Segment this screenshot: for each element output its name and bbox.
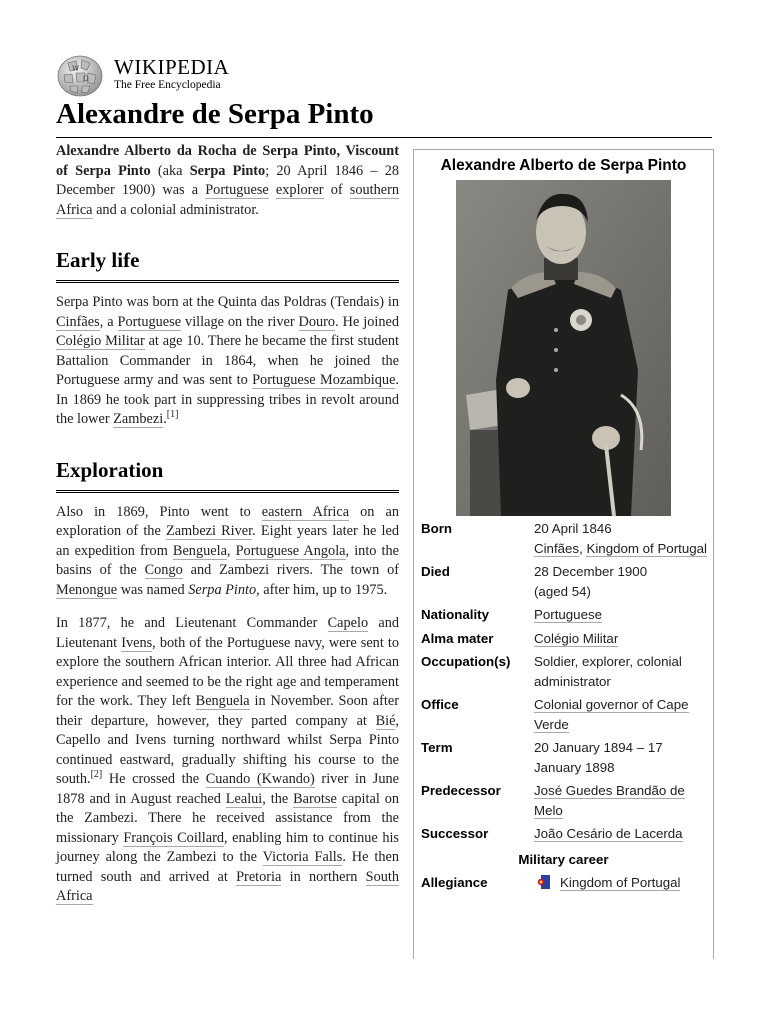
link-portuguese-2[interactable]: Portuguese bbox=[117, 313, 182, 330]
text-span: , bbox=[579, 540, 587, 556]
text-span: was named bbox=[117, 581, 189, 598]
text-span: of bbox=[323, 182, 350, 198]
link-born-cinfaes[interactable]: Cinfães bbox=[534, 540, 580, 556]
infobox-section-military-career: Military career bbox=[518, 851, 609, 867]
text-span: , the bbox=[262, 790, 294, 807]
link-portuguese-angola[interactable]: Portuguese Angola bbox=[235, 542, 346, 559]
link-portuguese-mozambique[interactable]: Portuguese Mozambique bbox=[252, 372, 396, 388]
lead-bold-name: Alexandre Alberto da Rocha de Serpa Pinto, Viscount of Serpa Pinto bbox=[56, 143, 399, 179]
link-predecessor[interactable]: José Guedes Brandão de Melo bbox=[534, 783, 685, 818]
link-victoria-falls[interactable]: Victoria Falls bbox=[262, 849, 343, 865]
early-life-paragraph bbox=[56, 293, 399, 430]
text-span: and Lieutenant bbox=[56, 615, 399, 651]
text-span: , a bbox=[99, 313, 118, 330]
infobox-caption: Alexandre Alberto de Serpa Pinto bbox=[440, 157, 687, 174]
text-span: capital on the Zambezi. There he received assistance from the missionary bbox=[56, 790, 399, 846]
link-south-africa[interactable]: South Africa bbox=[56, 868, 399, 904]
text-span: . He joined bbox=[335, 313, 399, 330]
wikipedia-tagline: The Free Encyclopedia bbox=[114, 79, 221, 91]
link-barotse[interactable]: Barotse bbox=[293, 790, 337, 807]
infobox-value bbox=[534, 695, 707, 734]
text-span: , Capello and Ivens turning northward whilst Serpa Pinto continued eastward, gradually shifting his course to the south. bbox=[56, 712, 399, 787]
text-span: Also in 1869, Pinto went to bbox=[56, 503, 262, 520]
link-francois-coillard[interactable]: François Coillard bbox=[123, 829, 225, 846]
portugal-flag-icon bbox=[534, 875, 550, 889]
link-nationality-portuguese[interactable]: Portuguese bbox=[534, 607, 603, 622]
link-zambezi[interactable]: Zambezi bbox=[113, 411, 164, 427]
infobox-value bbox=[534, 824, 707, 844]
died-age: (aged 54) bbox=[534, 583, 591, 599]
text-span: Serpa Pinto was born at the Quinta das Poldras (Tendais) in bbox=[56, 294, 399, 310]
portrait-image[interactable] bbox=[456, 180, 671, 516]
exploration-paragraph-2 bbox=[56, 614, 399, 907]
link-alma-mater[interactable]: Colégio Militar bbox=[534, 630, 619, 646]
exploration-paragraph-1 bbox=[56, 503, 399, 601]
link-colegio-militar[interactable]: Colégio Militar bbox=[56, 333, 145, 349]
article-body bbox=[56, 142, 399, 921]
text-span: . bbox=[163, 411, 167, 427]
link-allegiance-kingdom-of-portugal[interactable]: Kingdom of Portugal bbox=[560, 875, 681, 890]
infobox-label: Occupation(s) bbox=[421, 654, 511, 669]
text-span: at age 10. There he became the first student Battalion Commander in 1864, when he joined the Portuguese army and was sent to bbox=[56, 333, 399, 388]
link-douro[interactable]: Douro bbox=[298, 313, 336, 330]
infobox-value bbox=[534, 873, 707, 893]
wikipedia-globe-logo-icon[interactable] bbox=[56, 55, 104, 97]
infobox-row-term bbox=[414, 738, 713, 777]
text-span: village on the river bbox=[181, 313, 299, 330]
born-date: 20 April 1846 bbox=[534, 521, 612, 536]
infobox-rows bbox=[414, 519, 713, 897]
infobox-value: Soldier, explorer, colonial administrator bbox=[534, 654, 682, 689]
link-ivens[interactable]: Ivens bbox=[121, 634, 153, 651]
link-southern-africa[interactable]: southern Africa bbox=[56, 182, 399, 218]
title-divider bbox=[56, 137, 712, 138]
text-span: in northern bbox=[281, 868, 366, 885]
infobox-row-nationality bbox=[414, 605, 713, 625]
reference-1[interactable]: [1] bbox=[166, 409, 179, 421]
link-cuando-kwando[interactable]: Cuando (Kwando) bbox=[205, 771, 315, 787]
infobox-value bbox=[534, 781, 707, 820]
wikipedia-wordmark: WIKIPEDIA bbox=[114, 55, 230, 79]
lead-aka-name: Serpa Pinto bbox=[189, 162, 266, 179]
text-span: . Eight years later he led an expedition from bbox=[56, 523, 399, 559]
text-span: ; 20 April 1846 – 28 December 1900) was a bbox=[56, 162, 399, 198]
page-title: Alexandre de Serpa Pinto bbox=[56, 98, 374, 130]
infobox-label: Died bbox=[421, 564, 450, 579]
link-explorer[interactable]: explorer bbox=[275, 182, 324, 198]
svg-text:W: W bbox=[72, 65, 80, 73]
infobox-label: Predecessor bbox=[421, 783, 501, 798]
text-span: and a colonial administrator. bbox=[92, 201, 259, 218]
infobox-row-alma-mater bbox=[414, 629, 713, 649]
infobox-value: 20 January 1894 – 17 January 1898 bbox=[534, 740, 663, 775]
text-span: , bbox=[226, 542, 236, 559]
link-portuguese[interactable]: Portuguese bbox=[205, 182, 269, 198]
infobox-label: Alma mater bbox=[421, 630, 494, 646]
infobox-row-predecessor bbox=[414, 781, 713, 820]
heading-early-life: Early life bbox=[56, 246, 399, 283]
link-cinfaes[interactable]: Cinfães bbox=[56, 313, 100, 330]
text-span: in November. Soon after their departure, however, they parted company at bbox=[56, 693, 399, 729]
link-capelo[interactable]: Capelo bbox=[327, 615, 369, 631]
link-successor[interactable]: João Cesário de Lacerda bbox=[534, 826, 683, 841]
infobox-row-born bbox=[414, 519, 713, 558]
text-span: In 1877, he and Lieutenant Commander bbox=[56, 615, 328, 631]
text-span: , both of the Portuguese navy, were sent to explore the southern African interior. All three had African experience and seemed to be the right age and temperament for the work. They left bbox=[56, 634, 399, 709]
infobox-value bbox=[534, 629, 707, 649]
reference-2[interactable]: [2] bbox=[90, 769, 103, 781]
infobox-label: Born bbox=[421, 521, 453, 536]
infobox-value bbox=[534, 562, 707, 601]
link-bie[interactable]: Bié bbox=[375, 712, 396, 729]
infobox-row-allegiance bbox=[414, 873, 713, 893]
infobox-value bbox=[534, 519, 707, 558]
link-congo[interactable]: Congo bbox=[144, 562, 183, 578]
portrait-photo-icon bbox=[456, 180, 671, 516]
link-born-kingdom-of-portugal[interactable]: Kingdom of Portugal bbox=[586, 540, 707, 556]
svg-text:Ω: Ω bbox=[83, 75, 89, 83]
link-zambezi-river[interactable]: Zambezi River bbox=[165, 523, 253, 539]
infobox-row-successor bbox=[414, 824, 713, 844]
infobox-label: Office bbox=[421, 697, 459, 712]
text-span: . He then turned south and arrived at bbox=[56, 849, 399, 885]
text-span: , enabling him to continue his journey along the Zambezi to the bbox=[56, 829, 399, 865]
infobox-label: Allegiance bbox=[421, 875, 488, 890]
text-span: , after him, up to 1975. bbox=[256, 581, 388, 598]
text-span: . In 1869 he took part in suppressing tribes in revolt around the lower bbox=[56, 372, 399, 427]
link-benguela[interactable]: Benguela bbox=[172, 542, 227, 559]
infobox bbox=[413, 149, 714, 959]
text-span: He crossed the bbox=[102, 771, 206, 787]
link-lealui[interactable]: Lealui bbox=[225, 790, 263, 807]
lead-paragraph bbox=[56, 142, 399, 220]
infobox-label: Term bbox=[421, 740, 453, 755]
text-span: river in June 1878 and in August reached bbox=[56, 771, 399, 807]
infobox-label: Successor bbox=[421, 826, 489, 841]
infobox-row-office bbox=[414, 695, 713, 734]
link-pretoria[interactable]: Pretoria bbox=[236, 868, 282, 885]
text-span: (aka bbox=[150, 162, 190, 179]
text-span: on an exploration of the bbox=[56, 503, 399, 539]
link-eastern-africa[interactable]: eastern Africa bbox=[261, 503, 350, 520]
died-date: 28 December 1900 bbox=[534, 564, 648, 579]
heading-exploration: Exploration bbox=[56, 456, 399, 493]
italic-serpa-pinto: Serpa Pinto bbox=[188, 581, 257, 598]
link-menongue[interactable]: Menongue bbox=[56, 581, 118, 598]
link-benguela-2[interactable]: Benguela bbox=[195, 693, 250, 709]
link-office[interactable]: Colonial governor of Cape Verde bbox=[534, 697, 689, 732]
infobox-row-occupation bbox=[414, 652, 713, 691]
infobox-label: Nationality bbox=[421, 607, 489, 622]
text-span: and Zambezi rivers. The town of bbox=[182, 562, 400, 578]
text-span: , into the basins of the bbox=[56, 542, 400, 578]
infobox-value bbox=[534, 605, 707, 625]
infobox-row-died bbox=[414, 562, 713, 601]
